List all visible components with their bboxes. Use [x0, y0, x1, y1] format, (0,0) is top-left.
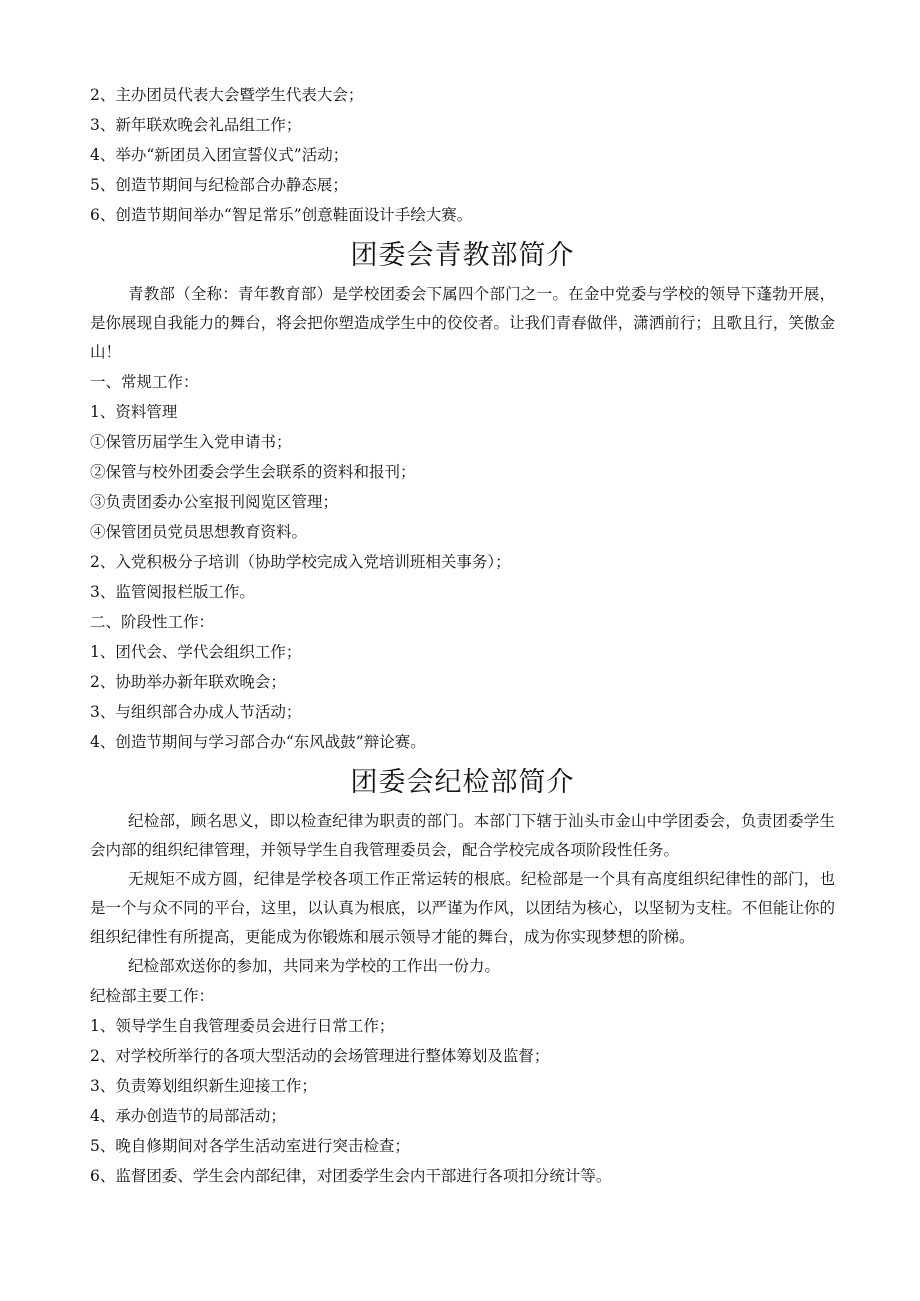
list-item: 5、晚自修期间对各学生活动室进行突击检查；	[90, 1137, 410, 1155]
list-item: 二、阶段性工作：	[90, 613, 215, 631]
list-item: 纪检部主要工作：	[90, 987, 215, 1005]
list-item: 2、对学校所举行的各项大型活动的会场管理进行整体筹划及监督；	[90, 1047, 550, 1065]
list-item: 4、承办创造节的局部活动；	[90, 1107, 286, 1125]
list-item: 3、负责筹划组织新生迎接工作；	[90, 1077, 317, 1095]
section-title: 团委会青教部简介	[350, 240, 575, 271]
section-jijian	[90, 763, 835, 1191]
list-item: 3、与组织部合办成人节活动；	[90, 703, 302, 721]
list-item: 2、协助举办新年联欢晚会；	[90, 673, 286, 691]
list-item: 1、领导学生自我管理委员会进行日常工作；	[90, 1017, 395, 1035]
list-item: 5、创造节期间与纪检部合办静态展；	[90, 176, 348, 194]
list-item: 6、创造节期间举办“智足常乐”创意鞋面设计手绘大赛。	[90, 206, 473, 224]
list-item: 3、监管阅报栏版工作。	[90, 583, 255, 601]
list-item: ④保管团员党员思想教育资料。	[90, 523, 308, 541]
section-title: 团委会纪检部简介	[350, 767, 575, 798]
list-item: 2、主办团员代表大会暨学生代表大会；	[90, 86, 364, 104]
list-item: ③负责团委办公室报刊阅览区管理；	[90, 493, 339, 511]
section-qingjiao	[90, 236, 835, 757]
list-item: 4、举办“新团员入团宣誓仪式”活动；	[90, 146, 349, 164]
top-list	[90, 80, 835, 230]
list-item: 6、监督团委、学生会内部纪律，对团委学生会内干部进行各项扣分统计等。	[90, 1167, 612, 1185]
list-item: 1、团代会、学代会组织工作；	[90, 643, 302, 661]
paragraph: 无规矩不成方圆，纪律是学校各项工作正常运转的根底。纪检部是一个具有高度组织纪律性的部门，也是一个与众不同的平台，这里，以认真为根底，以严谨为作风，以团结为核心，以坚韧为支柱。不但能让你的组织纪律性有所提高，更能成为你锻炼和展示领导才能的舞台，成为你实现梦想的阶梯。	[90, 870, 835, 946]
list-item: ①保管历届学生入党申请书；	[90, 433, 292, 451]
list-item: ②保管与校外团委会学生会联系的资料和报刊；	[90, 463, 416, 481]
paragraph: 纪检部，顾名思义，即以检查纪律为职责的部门。本部门下辖于汕头市金山中学团委会，负责团委学生会内部的组织纪律管理，并领导学生自我管理委员会，配合学校完成各项阶段性任务。	[90, 812, 835, 859]
paragraph: 纪检部欢送你的参加，共同来为学校的工作出一份力。	[128, 957, 501, 975]
list-item: 4、创造节期间与学习部合办“东风战鼓”辩论赛。	[90, 733, 426, 751]
list-item: 2、入党积极分子培训（协助学校完成入党培训班相关事务）；	[90, 553, 511, 571]
list-item: 一、常规工作：	[90, 373, 199, 391]
list-item: 3、新年联欢晚会礼品组工作；	[90, 116, 302, 134]
list-item: 1、资料管理	[90, 403, 178, 421]
document-page	[90, 80, 835, 1191]
section-intro: 青教部（全称：青年教育部）是学校团委会下属四个部门之一。在金中党委与学校的领导下蓬勃开展，是你展现自我能力的舞台，将会把你塑造成学生中的佼佼者。让我们青春做伴，潇洒前行；且歌且行，笑傲金山！	[90, 285, 835, 361]
